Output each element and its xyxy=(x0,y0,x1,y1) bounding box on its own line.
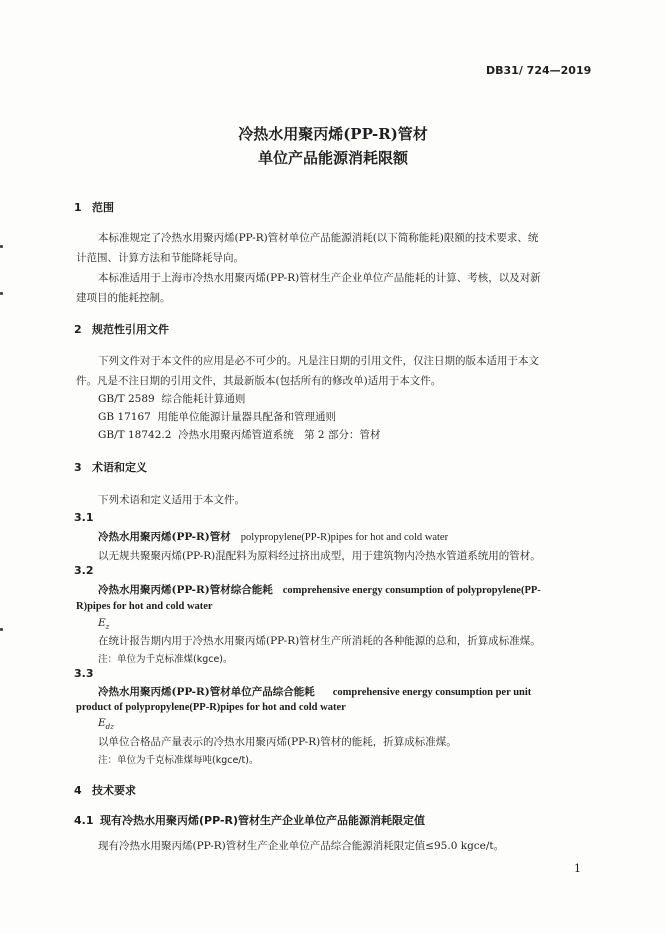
section-title: 术语和定义 xyxy=(92,461,147,474)
section-title: 技术要求 xyxy=(92,784,136,797)
scan-edge-mark xyxy=(0,628,3,631)
term-note: 注：单位为千克标准煤每吨(kgce/t)。 xyxy=(98,755,259,766)
section-number: 4 xyxy=(74,784,82,797)
reference-code: GB 17167 xyxy=(98,411,151,423)
section-number: 1 xyxy=(74,201,82,214)
paragraph-line: 本标准适用于上海市冷热水用聚丙烯(PP-R)管材生产企业单位产品能耗的计算、考核，以及对新 xyxy=(98,272,541,284)
section-number: 2 xyxy=(74,323,82,336)
document-number: DB31/ 724—2019 xyxy=(486,64,592,77)
term-chinese: 冷热水用聚丙烯(PP-R)管材单位产品综合能耗 xyxy=(98,686,315,698)
section-2-heading xyxy=(74,321,169,337)
section-title: 范围 xyxy=(92,201,114,214)
section-number: 3 xyxy=(74,461,82,474)
term-english-continued: product of polypropylene(PP-R)pipes for hot and cold water xyxy=(76,702,346,713)
title-line-1: 冷热水用聚丙烯(PP-R)管材 xyxy=(238,125,428,143)
term-chinese: 冷热水用聚丙烯(PP-R)管材 xyxy=(98,531,231,543)
reference-title: 用能单位能源计量器具配备和管理通则 xyxy=(157,411,337,423)
term-definition: 以无规共聚聚丙烯(PP-R)混配料为原料经过挤出成型，用于建筑物内冷热水管道系统用的管材。 xyxy=(98,550,541,562)
title-line-2: 单位产品能源消耗限额 xyxy=(257,149,408,167)
term-note: 注：单位为千克标准煤(kgce)。 xyxy=(98,654,233,665)
term-english-continued: R)pipes for hot and cold water xyxy=(76,601,213,612)
term-english: polypropylene(PP-R)pipes for hot and cold water xyxy=(240,532,449,543)
symbol-subscript: z xyxy=(105,623,110,632)
paragraph-line: 现有冷热水用聚丙烯(PP-R)管材生产企业单位产品综合能源消耗限定值≤95.0 kgce/t。 xyxy=(98,840,505,852)
paragraph-line: 本标准规定了冷热水用聚丙烯(PP-R)管材单位产品能源消耗(以下简称能耗)限额的技术要求、统 xyxy=(98,232,539,244)
subsection-title: 现有冷热水用聚丙烯(PP-R)管材生产企业单位产品能源消耗限定值 xyxy=(100,814,426,827)
scan-edge-mark xyxy=(0,292,3,295)
reference-code: GB/T 2589 xyxy=(98,393,155,405)
section-4-heading xyxy=(74,782,136,798)
symbol-letter: E xyxy=(98,717,106,729)
paragraph-line: 件。凡是不注日期的引用文件，其最新版本(包括所有的修改单)适用于本文件。 xyxy=(76,375,442,387)
reference-code: GB/T 18742.2 xyxy=(98,429,172,441)
term-heading xyxy=(98,529,448,544)
term-heading xyxy=(98,684,531,699)
reference-item xyxy=(98,391,245,406)
term-chinese: 冷热水用聚丙烯(PP-R)管材综合能耗 xyxy=(98,584,273,596)
term-symbol xyxy=(98,717,114,731)
term-definition: 在统计报告期内用于冷热水用聚丙烯(PP-R)管材生产所消耗的各种能源的总和，折算成标准煤。 xyxy=(98,635,541,647)
paragraph-line: 下列文件对于本文件的应用是必不可少的。凡是注日期的引用文件，仅注日期的版本适用于本文 xyxy=(98,355,539,367)
term-symbol xyxy=(98,617,109,631)
term-english: comprehensive energy consumption of polypropylene(PP- xyxy=(282,585,541,596)
reference-item xyxy=(98,409,336,424)
symbol-letter: E xyxy=(98,617,106,629)
scan-edge-mark xyxy=(0,245,3,248)
reference-item xyxy=(98,427,380,442)
reference-title: 冷热水用聚丙烯管道系统 第 2 部分：管材 xyxy=(178,429,381,441)
subsection-number: 4.1 xyxy=(74,814,94,827)
paragraph-line: 建项目的能耗控制。 xyxy=(76,292,171,304)
term-number: 3.3 xyxy=(74,667,94,680)
symbol-subscript: dz xyxy=(105,723,114,732)
paragraph-line: 下列术语和定义适用于本文件。 xyxy=(98,494,245,506)
section-title: 规范性引用文件 xyxy=(92,323,169,336)
page-number: 1 xyxy=(574,862,581,875)
subsection-4-1-heading xyxy=(74,812,425,828)
paragraph-line: 计范围、计算方法和节能降耗导向。 xyxy=(76,252,244,264)
term-number: 3.2 xyxy=(74,564,94,577)
section-3-heading xyxy=(74,459,147,475)
term-english: comprehensive energy consumption per unit xyxy=(332,687,532,698)
reference-title: 综合能耗计算通则 xyxy=(161,393,246,405)
term-definition: 以单位合格品产量表示的冷热水用聚丙烯(PP-R)管材的能耗，折算成标准煤。 xyxy=(98,736,457,748)
term-heading xyxy=(98,582,541,597)
section-1-heading xyxy=(74,199,114,215)
term-number: 3.1 xyxy=(74,511,94,524)
